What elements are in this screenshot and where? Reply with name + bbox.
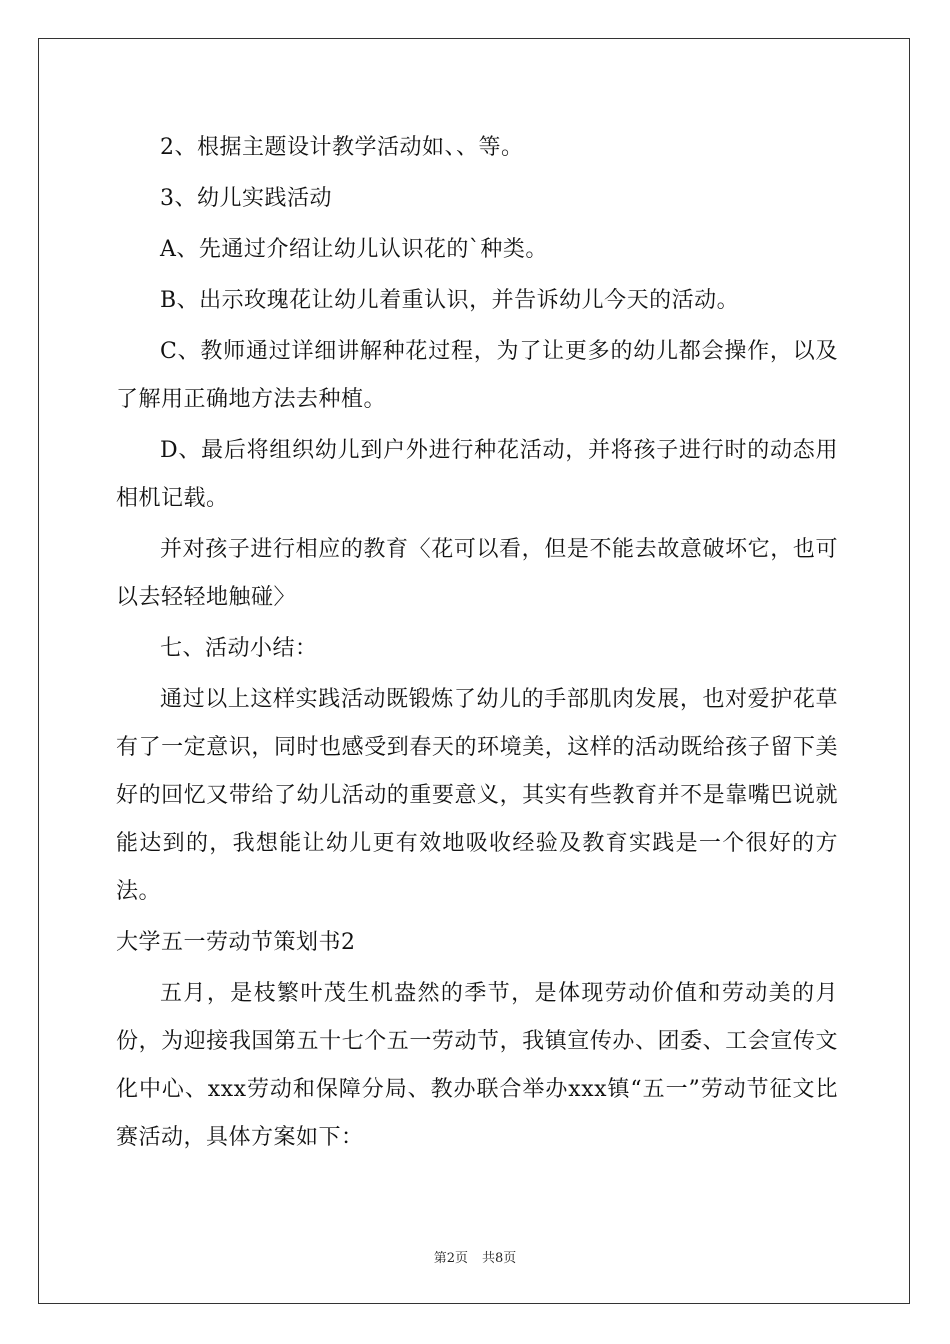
paragraph-step-c: C、教师通过详细讲解种花过程，为了让更多的幼儿都会操作，以及了解用正确地方法去种植。 [116, 339, 838, 412]
document-title-2: 大学五一劳动节策划书2 [116, 930, 356, 955]
section-heading-summary: 七、活动小结： [160, 636, 318, 661]
paragraph-step-b: B、出示玫瑰花让幼儿着重认识，并告诉幼儿今天的活动。 [160, 288, 740, 313]
page-total: 共8页 [482, 1251, 517, 1266]
paragraph-education: 并对孩子进行相应的教育〈花可以看，但是不能去故意破坏它，也可以去轻轻地触碰〉 [116, 537, 838, 610]
document-body [116, 124, 838, 1165]
paragraph-step-3: 3、幼儿实践活动 [160, 186, 332, 211]
paragraph-step-d: D、最后将组织幼儿到户外进行种花活动，并将孩子进行时的动态用相机记载。 [116, 438, 838, 511]
paragraph-step-2: 2、根据主题设计教学活动如、、等。 [160, 135, 524, 160]
paragraph-step-a: A、先通过介绍让幼儿认识花的`种类。 [160, 237, 548, 262]
paragraph-intro: 五月，是枝繁叶茂生机盎然的季节，是体现劳动价值和劳动美的月份，为迎接我国第五十七个五一劳动节，我镇宣传办、团委、工会宣传文化中心、xxx劳动和保障分局、教办联合举办xxx镇“五一”劳动节征文比赛活动，具体方案如下： [116, 981, 838, 1150]
page-number: 第2页 [433, 1251, 468, 1266]
paragraph-summary: 通过以上这样实践活动既锻炼了幼儿的手部肌肉发展，也对爱护花草有了一定意识，同时也感受到春天的环境美，这样的活动既给孩子留下美好的回忆又带给了幼儿活动的重要意义，其实有些教育并不是靠嘴巴说就能达到的，我想能让幼儿更有效地吸收经验及教育实践是一个很好的方法。 [116, 687, 838, 904]
page-footer [0, 1247, 950, 1266]
